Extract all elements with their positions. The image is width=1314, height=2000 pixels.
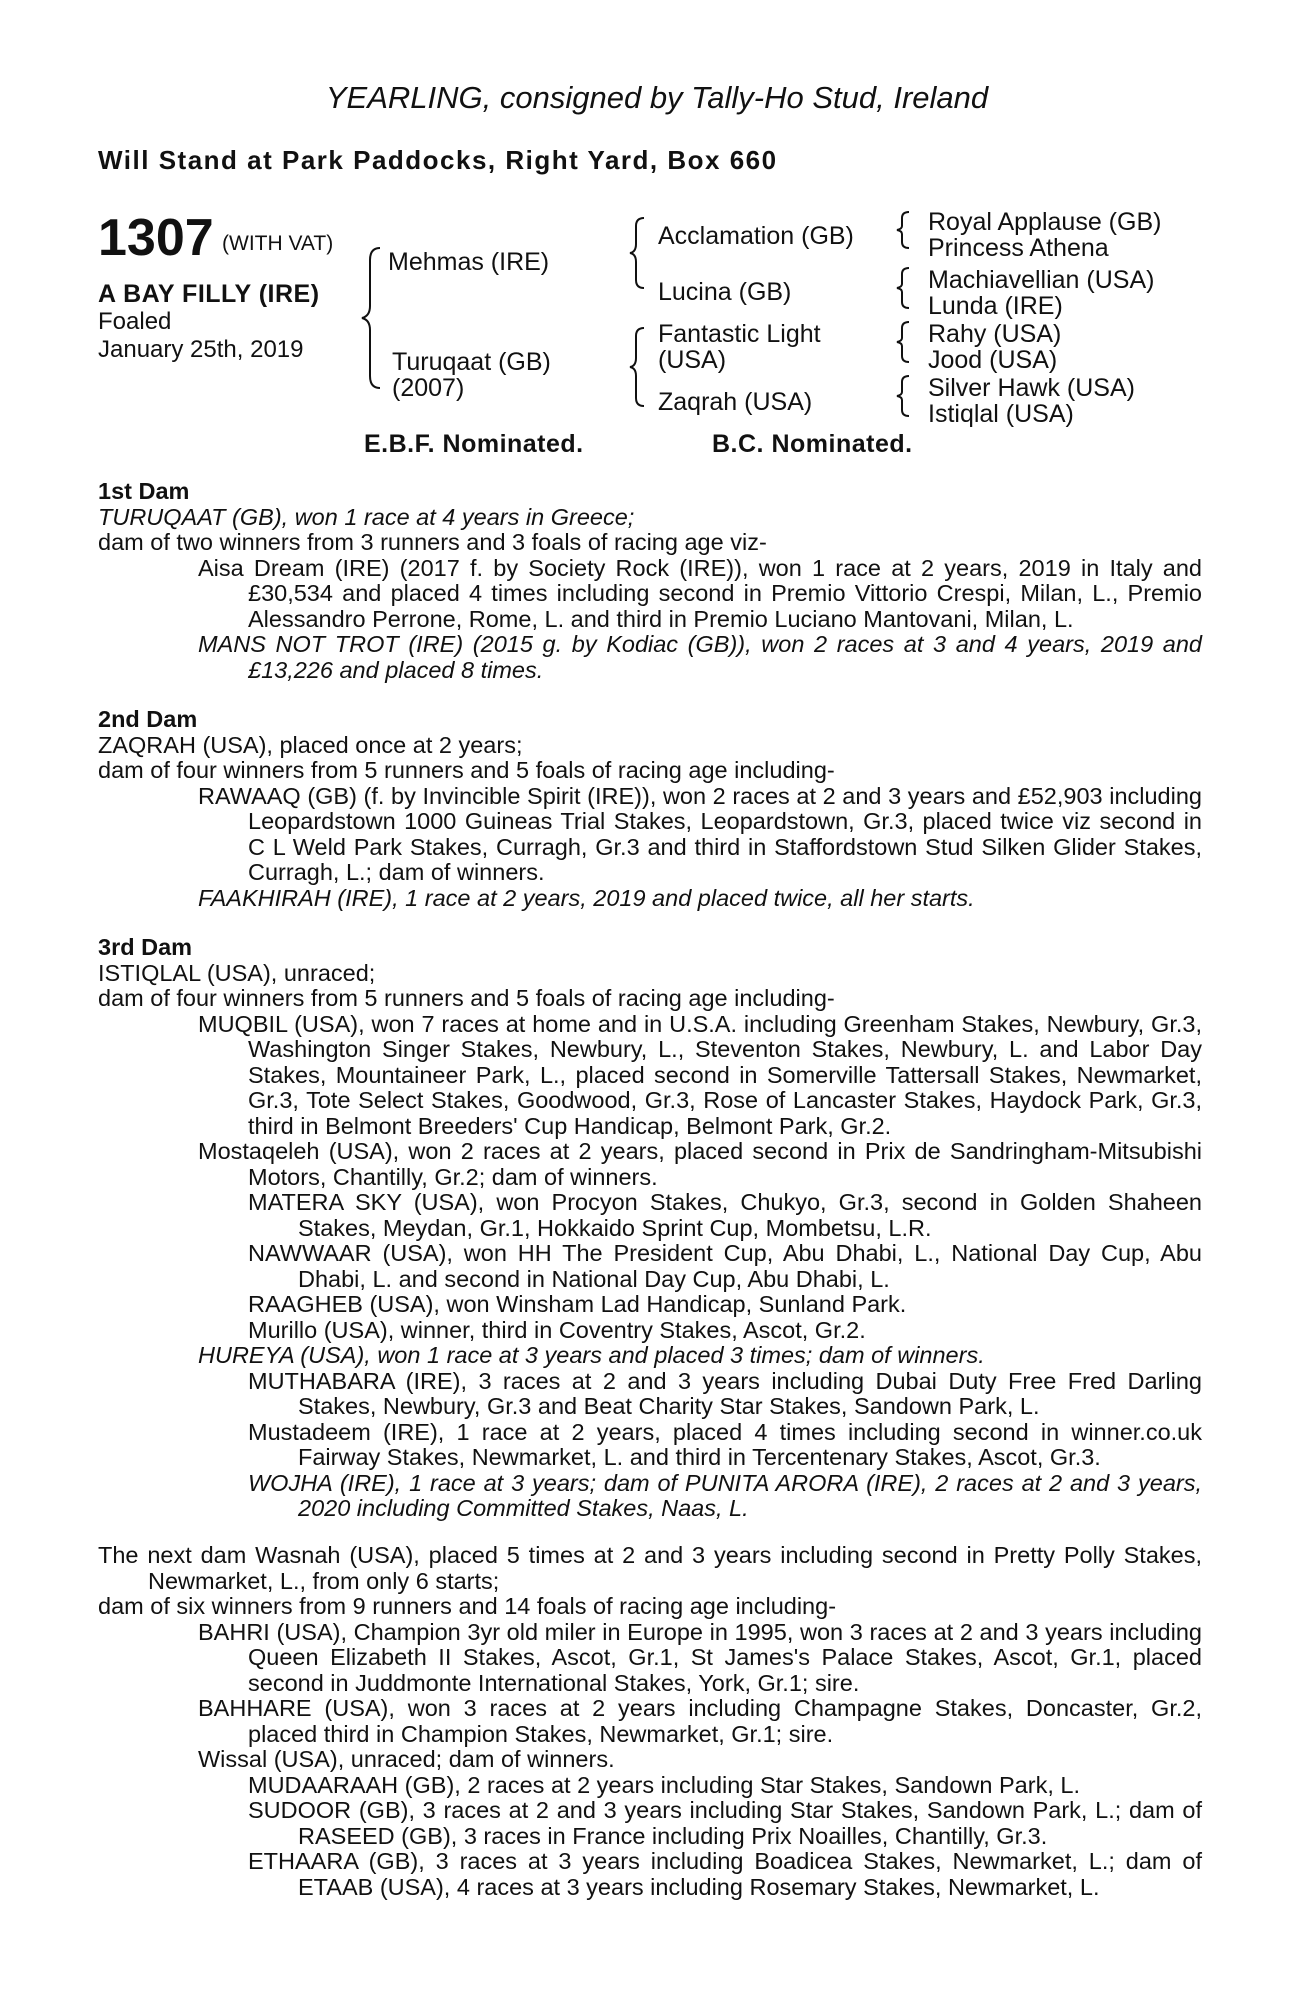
next-dam-produce: Wissal (USA), unraced; dam of winners. [198,1746,615,1772]
second-dam-line: dam of four winners from 5 runners and 5 foals of racing age including- [98,757,835,783]
next-dam-grandproduce: ETHAARA (GB), 3 races at 3 years including Boadicea Stakes, Newmarket, L.; dam of ETAAB (USA), 4 races at 3 years including Rosemary Stakes, Newmarket, L. [248,1848,1202,1900]
pedigree-brace-dd [895,372,917,420]
third-dam-grandproduce: Murillo (USA), winner, third in Coventry Stakes, Ascot, Gr.2. [248,1316,866,1343]
first-dam-heading: 1st Dam [98,478,190,504]
first-dam-line: dam of two winners from 3 runners and 3 foals of racing age viz- [98,529,767,555]
lot-name: A BAY FILLY (IRE) [98,280,320,308]
next-dam-section [98,1543,1202,1900]
pedigree-brace-sire-line [628,212,652,294]
next-dam-produce: BAHRI (USA), Champion 3yr old miler in Europe in 1995, won 3 races at 2 and 3 years including Queen Elizabeth II Stakes, Ascot, Gr.1, St James's Palace Stakes, Ascot, Gr.1, placed second in Juddmonte International Stakes, York, Gr.1; sire. [198,1618,1202,1696]
third-dam-produce: MUQBIL (USA), won 7 races at home and in U.S.A. including Greenham Stakes, Newbury, Gr.3, Washington Singer Stakes, Newbury, L., Steventon Stakes, Newbury, L. and Labor Day Stakes, Mountaineer Park, L., placed second in Somerville Tattersall Stakes, Newmarket, Gr.3, Tote Select Stakes, Goodwood, Gr.3, Rose of Lancaster Stakes, Haydock Park, Gr.3, third in Belmont Breeders' Cup Handicap, Belmont Park, Gr.2. [198,1010,1202,1139]
stand-location: Will Stand at Park Paddocks, Right Yard, Box 660 [98,145,778,175]
third-dam-grandproduce: MUTHABARA (IRE), 3 races at 2 and 3 years including Dubai Duty Free Fred Darling Stakes, Newbury, Gr.3 and Beat Charity Star Stakes, Sandown Park, L. [248,1367,1202,1419]
first-dam-produce: MANS NOT TROT (IRE) (2015 g. by Kodiac (GB)), won 2 races at 3 and 4 years, 2019 and £13,226 and placed 8 times. [198,631,1202,683]
pedigree-sdd: Lunda (IRE) [928,292,1063,320]
second-dam-section [98,707,1202,911]
pedigree-dam-sire-line2: (USA) [658,346,727,374]
third-dam-grandproduce: RAAGHEB (USA), won Winsham Lad Handicap, Sunland Park. [248,1291,907,1317]
pedigree-dss: Rahy (USA) [928,320,1062,348]
third-dam-grandproduce: WOJHA (IRE), 1 race at 3 years; dam of PUNITA ARORA (IRE), 2 races at 2 and 3 years, 2020 including Committed Stakes, Naas, L. [248,1469,1202,1521]
ebf-nominated: E.B.F. Nominated. [364,430,584,458]
first-dam-section [98,479,1202,683]
pedigree-dam: Turuqaat (GB) [392,348,551,376]
first-dam-line: TURUQAAT (GB), won 1 race at 4 years in Greece; [98,503,635,530]
vat-note: (WITH VAT) [222,232,334,255]
pedigree-dam-year: (2007) [392,374,465,402]
pedigree-sss: Royal Applause (GB) [928,208,1162,236]
third-dam-produce: Mostaqeleh (USA), won 2 races at 2 years, placed second in Prix de Sandringham-Mitsubishi Motors, Chantilly, Gr.2; dam of winners. [198,1138,1202,1190]
pedigree-dam-sire-line1: Fantastic Light [658,320,821,348]
third-dam-produce: HUREYA (USA), won 1 race at 3 years and placed 3 times; dam of winners. [198,1342,985,1368]
pedigree-dds: Silver Hawk (USA) [928,374,1135,402]
foaled-date: January 25th, 2019 [98,336,304,363]
third-dam-line: dam of four winners from 5 runners and 5 foals of racing age including- [98,985,835,1011]
pedigree-brace-sd [895,264,917,312]
next-dam-grandproduce: SUDOOR (GB), 3 races at 2 and 3 years including Star Stakes, Sandown Park, L.; dam of RASEED (GB), 3 races in France including Prix Noailles, Chantilly, Gr.3. [248,1797,1202,1849]
third-dam-grandproduce: NAWWAAR (USA), won HH The President Cup, Abu Dhabi, L., National Day Cup, Abu Dhabi, L. and second in National Day Cup, Abu Dhabi, L. [248,1240,1202,1292]
pedigree-ssd: Princess Athena [928,234,1109,262]
second-dam-line: ZAQRAH (USA), placed once at 2 years; [98,731,523,758]
pedigree-sire-dam: Lucina (GB) [658,278,792,306]
third-dam-section [98,935,1202,1522]
pedigree-brace-ss [895,208,917,252]
lot-number: 1307 [98,209,214,267]
second-dam-heading: 2nd Dam [98,706,198,732]
second-dam-produce: RAWAAQ (GB) (f. by Invincible Spirit (IRE)), won 2 races at 2 and 3 years and £52,903 including Leopardstown 1000 Guineas Trial Stakes, Leopardstown, Gr.3, placed twice viz second in C L Weld Park Stakes, Curragh, Gr.3 and third in Staffordstown Stud Silken Glider Stakes, Curragh, L.; dam of winners. [198,782,1202,885]
pedigree-dsd: Jood (USA) [928,346,1058,374]
next-dam-grandproduce: MUDAARAAH (GB), 2 races at 2 years including Star Stakes, Sandown Park, L. [248,1771,1080,1798]
third-dam-heading: 3rd Dam [98,934,193,960]
next-dam-line: dam of six winners from 9 runners and 14 foals of racing age including- [98,1593,837,1619]
next-dam-line: The next dam Wasnah (USA), placed 5 times at 2 and 3 years including second in Pretty Polly Stakes, Newmarket, L., from only 6 starts; [98,1542,1202,1594]
second-dam-produce: FAAKHIRAH (IRE), 1 race at 2 years, 2019 and placed twice, all her starts. [198,884,975,911]
next-dam-produce: BAHHARE (USA), won 3 races at 2 years including Champagne Stakes, Doncaster, Gr.2, placed third in Champion Stakes, Newmarket, Gr.1; sire. [198,1695,1202,1747]
pedigree-sire-sire: Acclamation (GB) [658,222,854,250]
third-dam-line: ISTIQLAL (USA), unraced; [98,959,376,986]
pedigree-sire: Mehmas (IRE) [388,248,550,276]
consignment-header: YEARLING, consigned by Tally-Ho Stud, Ireland [325,80,989,115]
pedigree-dam-dam: Zaqrah (USA) [658,388,813,416]
third-dam-grandproduce: Mustadeem (IRE), 1 race at 2 years, placed 4 times including second in winner.co.uk Fairway Stakes, Newmarket, L. and third in Tercentenary Stakes, Ascot, Gr.3. [248,1418,1202,1470]
pedigree-brace-ds [895,318,917,366]
third-dam-grandproduce: MATERA SKY (USA), won Procyon Stakes, Chukyo, Gr.3, second in Golden Shaheen Stakes, Meydan, Gr.1, Hokkaido Sprint Cup, Mombetsu, L.R. [248,1189,1202,1241]
pedigree-ddd: Istiqlal (USA) [928,400,1074,428]
pedigree-brace-sire-dam [360,238,390,398]
pedigree-brace-dam-line [628,322,652,412]
bc-nominated: B.C. Nominated. [712,430,913,458]
foaled-label: Foaled [98,308,172,335]
first-dam-produce: Aisa Dream (IRE) (2017 f. by Society Rock (IRE)), won 1 race at 2 years, 2019 in Italy and £30,534 and placed 4 times including second in Premio Vittorio Crespi, Milan, L., Premio Alessandro Perrone, Rome, L. and third in Premio Luciano Mantovani, Milan, L. [198,554,1202,632]
pedigree-sds: Machiavellian (USA) [928,266,1155,294]
